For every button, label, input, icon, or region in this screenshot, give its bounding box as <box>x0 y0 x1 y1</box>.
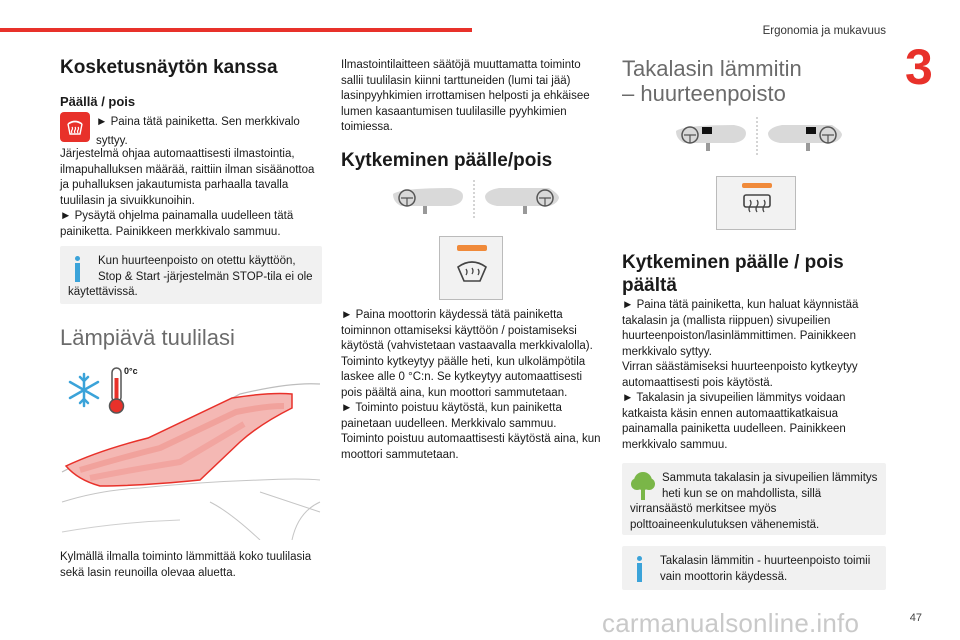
subheading-on-off: Päällä / pois <box>60 94 136 109</box>
rear-window-heat-icon <box>742 192 772 216</box>
text-manual-off: ► Takalasin ja sivupeilien lämmitys voidaan katkaista käsin ennen automaattikatkaisua painamalla painiketta uudelleen. Painikkeen merkkivalo sammuu. <box>622 392 846 451</box>
text-block-switch <box>341 308 603 463</box>
info-box-stop-start <box>60 246 322 304</box>
text-stop-program: ► Pysäytä ohjelma painamalla uudelleen tätä painiketta. Painikkeen merkkivalo sammuu. <box>60 210 294 238</box>
text-block-rear <box>622 298 886 453</box>
windscreen-heat-icon <box>456 259 488 283</box>
text-energy-save: Virran säästämiseksi huurteenpoisto kytkeytyy automaattisesti pois käytöstä. <box>622 361 858 389</box>
heading-touchscreen: Kosketusnäytön kanssa <box>60 57 278 78</box>
info-text: Takalasin lämmitin - huurteenpoisto toimii vain moottorin käydessä. <box>660 555 871 583</box>
text-auto-control: Järjestelmä ohjaa automaattisesti ilmastointia, ilmapuhalluksen määrää, raittiin ilman sisäänottoa ja puhalluksen jakautumista parhaalla tavalla tuulilasin ja sivuikkunoihin. <box>60 148 315 207</box>
para-on-off <box>60 112 322 240</box>
watermark: carmanualsonline.info <box>602 608 860 638</box>
rear-defrost-button <box>716 176 796 230</box>
heading-heated-windscreen: Lämpiävä tuulilasi <box>60 325 235 350</box>
text-auto-off: Toiminto poistuu automaattisesti käytöstä aina, kun moottori sammutetaan. <box>341 433 601 461</box>
temperature-label: 0°c <box>124 366 138 376</box>
info-icon <box>68 254 92 284</box>
indicator-light <box>742 183 772 188</box>
heading-rear-defrost: Takalasin lämmitin – huurteenpoisto <box>622 56 802 106</box>
heading-switch-on-off: Kytkeminen päälle/pois <box>341 150 553 171</box>
heated-windscreen-illustration <box>60 362 322 540</box>
subheading-rear-on-off: Kytkeminen päälle / pois päältä <box>622 252 844 296</box>
section-title: Ergonomia ja mukavuus <box>762 25 886 37</box>
eco-tree-icon <box>630 471 656 501</box>
windscreen-heater-button <box>439 236 503 300</box>
text-press-engine-running: ► Paina moottorin käydessä tätä painiketta toiminnon ottamiseksi käyttöön / poistamiseksi käytöstä (vahvistetaan vastaavalla merkkivalolla). <box>341 309 593 352</box>
text-wiper-intro: Ilmastointilaitteen säätöjä muuttamatta toiminto sallii tuulilasin kiinni tarttuneiden (lumi tai jää) lasinpyyhkimien irrottamisen helposti ja ehkäisee lumen kasaantumisen tuulilasille pyyhkimien toimiessa. <box>341 59 590 133</box>
indicator-light <box>457 245 487 251</box>
caption-heated-windscreen: Kylmällä ilmalla toiminto lämmittää koko tuulilasia sekä lasin reunoilla olevaa aluetta. <box>60 551 312 579</box>
text-press-rear: ► Paina tätä painiketta, kun haluat käynnistää takalasin ja (mallista riippuen) sivupeilien huurteenpoiston/lasinlämmittimen. Painikkeen merkkivalo syttyy. <box>622 299 859 358</box>
text-auto-activate: Toiminto kytkeytyy päälle heti, kun ulkolämpötila laskee alle 0 °C:n. Se kytkeytyy automaattisesti pois päältä aina, kun moottori sammutetaan. <box>341 355 586 399</box>
info-icon <box>630 554 654 584</box>
eco-box <box>622 463 886 535</box>
info-box-engine-running <box>622 546 886 590</box>
defrost-button-icon <box>60 112 90 142</box>
text-press-button: ► Paina tätä painiketta. Sen merkkivalo syttyy. <box>96 116 300 147</box>
eco-text: Sammuta takalasin ja sivupeilien lämmitys heti kun se on mahdollista, sillä virransäästö merkitsee myös polttoaineenkulutuksen vähenemistä. <box>630 472 878 531</box>
page-number: 47 <box>909 612 922 624</box>
steering-diagram <box>391 180 561 220</box>
header-accent-bar <box>0 28 472 32</box>
text-deactivate: ► Toiminto poistuu käytöstä, kun painiketta painetaan uudelleen. Merkkivalo sammuu. <box>341 402 562 430</box>
steering-diagram-rear <box>674 117 844 157</box>
chapter-number: 3 <box>905 39 933 95</box>
info-text: Kun huurteenpoisto on otettu käyttöön, Stop & Start -järjestelmän STOP-tila ei ole käytettävissä. <box>68 255 313 298</box>
